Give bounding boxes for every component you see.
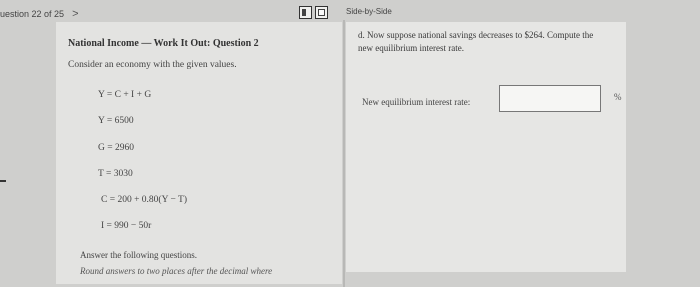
percent-unit: % <box>614 92 622 102</box>
layout-toggle <box>299 6 328 19</box>
equation-consumption: C = 200 + 0.80(Y − T) <box>101 195 188 205</box>
problem-title: National Income — Work It Out: Question 2 <box>68 38 259 49</box>
next-question-icon[interactable]: > <box>72 8 79 20</box>
interest-rate-input[interactable] <box>499 85 601 112</box>
edge-marker <box>0 180 6 182</box>
answer-instructions: Answer the following questions. <box>80 250 197 260</box>
single-pane-icon[interactable] <box>299 6 312 19</box>
equation-identity: Y = C + I + G <box>98 90 152 100</box>
rounding-note: Round answers to two places after the decimal where <box>80 266 273 276</box>
equation-output: Y = 6500 <box>98 116 134 126</box>
side-by-side-icon[interactable] <box>315 6 328 19</box>
question-navigation <box>0 8 79 20</box>
equation-investment: I = 990 − 50r <box>101 221 152 231</box>
equation-taxes: T = 3030 <box>98 169 133 179</box>
question-text: d. Now suppose national savings decreases to $264. Compute the new equilibrium interest rate. <box>358 30 594 53</box>
pane-divider[interactable] <box>343 20 345 287</box>
equation-government: G = 2960 <box>98 143 134 153</box>
question-counter: uestion 22 of 25 <box>0 9 65 19</box>
problem-intro: Consider an economy with the given values. <box>68 60 237 70</box>
question-panel <box>346 22 626 272</box>
answer-label: New equilibrium interest rate: <box>362 97 471 107</box>
layout-label: Side-by-Side <box>346 7 392 16</box>
